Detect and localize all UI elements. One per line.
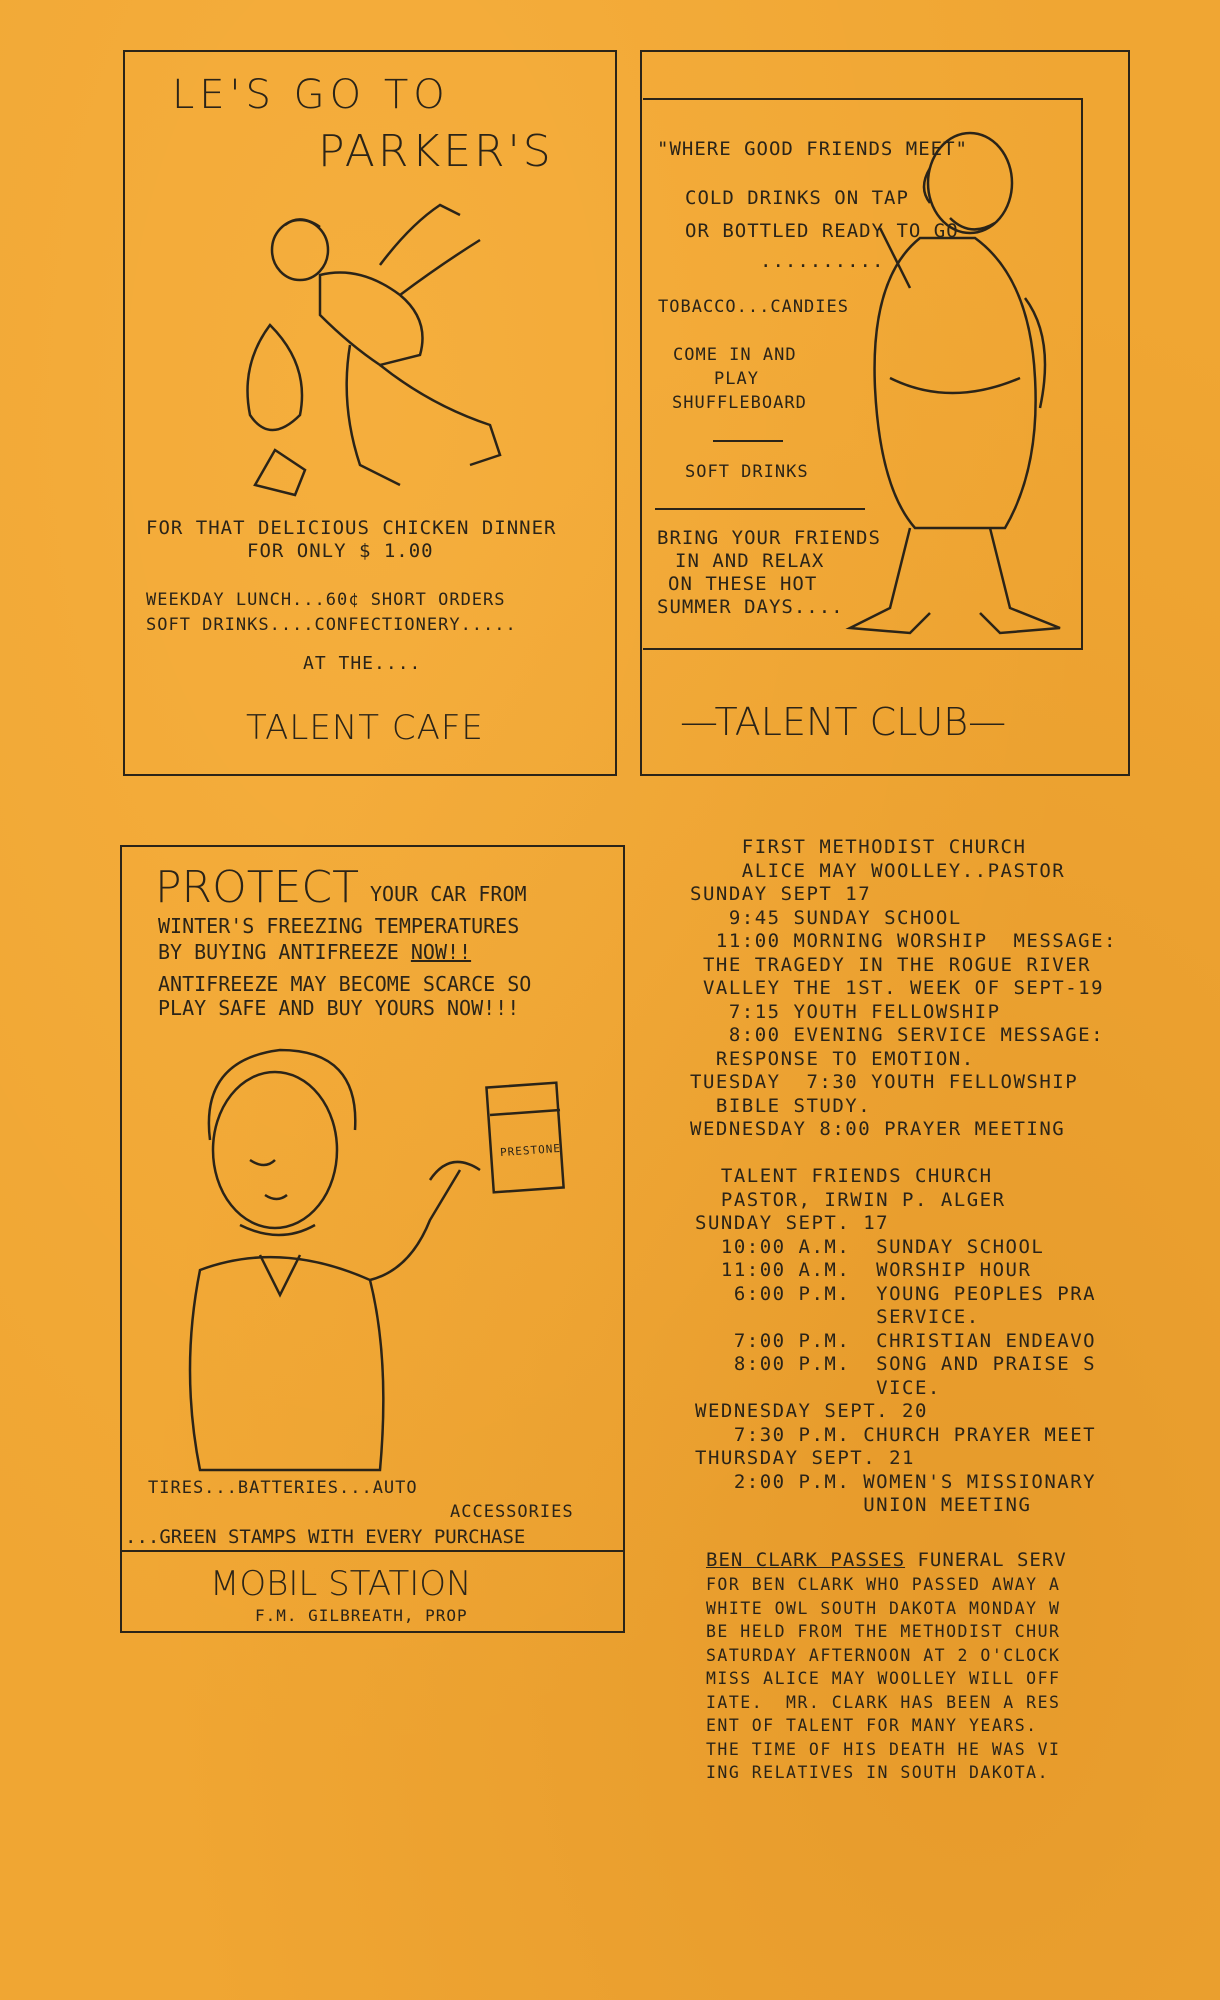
mobil-line-3 — [158, 940, 471, 964]
mobil-line-1: YOUR CAR FROM — [370, 882, 527, 906]
fat-man-illustration — [850, 128, 1090, 658]
methodist-line: VALLEY THE 1ST. WEEK OF SEPT-19 — [690, 977, 1105, 999]
club-line-8: BRING YOUR FRIENDS — [657, 527, 881, 549]
club-line-5: PLAY — [714, 369, 759, 389]
friends-church-line: 2:00 P.M. WOMEN'S MISSIONARY — [695, 1470, 1097, 1493]
methodist-line: FIRST METHODIST CHURCH — [690, 836, 1027, 858]
friends-church-line: 6:00 P.M. YOUNG PEOPLES PRA — [695, 1282, 1097, 1305]
parkers-line-3: WEEKDAY LUNCH...60¢ SHORT ORDERS — [146, 590, 506, 610]
friends-church-line: THURSDAY SEPT. 21 — [695, 1447, 915, 1469]
friends-church-line: 7:30 P.M. CHURCH PRAYER MEET — [695, 1423, 1097, 1446]
friends-church-line: 11:00 A.M. WORSHIP HOUR — [695, 1259, 1032, 1281]
friends-church-line: UNION MEETING — [695, 1494, 1032, 1516]
club-line-2: OR BOTTLED READY TO GO — [685, 220, 959, 242]
methodist-line: SUNDAY SEPT 17 — [690, 883, 872, 905]
talent-club-name: —TALENT CLUB— — [680, 700, 1007, 744]
prestone-can-label: PRESTONE — [499, 1141, 562, 1160]
mobil-line-3-text: BY BUYING ANTIFREEZE — [158, 940, 399, 964]
obituary-line: FOR BEN CLARK WHO PASSED AWAY A — [706, 1575, 1061, 1594]
methodist-line: ALICE MAY WOOLLEY..PASTOR — [690, 859, 1066, 882]
woman-with-antifreeze-illustration — [170, 1040, 590, 1460]
club-line-10: ON THESE HOT — [668, 573, 818, 595]
friends-church-line: 10:00 A.M. SUNDAY SCHOOL — [695, 1235, 1045, 1258]
methodist-line: THE TRAGEDY IN THE ROGUE RIVER — [690, 953, 1092, 976]
methodist-line: 8:00 EVENING SERVICE MESSAGE: — [690, 1024, 1105, 1046]
friends-church-line: TALENT FRIENDS CHURCH — [695, 1165, 993, 1187]
mobil-proprietor: F.M. GILBREATH, PROP — [255, 1606, 468, 1625]
obituary-line: WHITE OWL SOUTH DAKOTA MONDAY W — [706, 1598, 1061, 1618]
obituary-line: MISS ALICE MAY WOOLLEY WILL OFF — [706, 1669, 1061, 1688]
methodist-line: TUESDAY 7:30 YOUTH FELLOWSHIP — [690, 1071, 1079, 1093]
club-line-9: IN AND RELAX — [675, 550, 825, 572]
methodist-line: 7:15 YOUTH FELLOWSHIP — [690, 1000, 1001, 1023]
obituary-line: ENT OF TALENT FOR MANY YEARS. — [706, 1716, 1038, 1735]
mobil-line-5: PLAY SAFE AND BUY YOURS NOW!!! — [158, 996, 520, 1020]
obituary-first-line — [706, 1549, 1067, 1571]
parkers-headline-1: LE'S GO TO — [172, 72, 450, 118]
obituary-line: BE HELD FROM THE METHODIST CHUR — [706, 1622, 1061, 1641]
friends-church-line: PASTOR, IRWIN P. ALGER — [695, 1188, 1006, 1211]
parkers-line-2: FOR ONLY $ 1.00 — [247, 540, 434, 562]
friends-church-listing — [695, 1165, 1096, 1518]
mobil-station-name: MOBIL STATION — [210, 1564, 472, 1604]
mobil-line-4: ANTIFREEZE MAY BECOME SCARCE SO — [158, 972, 532, 996]
parkers-line-5: AT THE.... — [303, 653, 422, 674]
obituary-first-line-rest: FUNERAL SERV — [905, 1549, 1067, 1571]
obituary-line: IATE. MR. CLARK HAS BEEN A RES — [706, 1692, 1061, 1712]
friends-church-line: 8:00 P.M. SONG AND PRAISE S — [695, 1353, 1097, 1375]
methodist-line: WEDNESDAY 8:00 PRAYER MEETING — [690, 1118, 1066, 1140]
parkers-line-1: FOR THAT DELICIOUS CHICKEN DINNER — [146, 517, 557, 539]
friends-church-line: SERVICE. — [695, 1306, 980, 1328]
friends-church-line: WEDNESDAY SEPT. 20 — [695, 1400, 928, 1422]
methodist-line: 11:00 MORNING WORSHIP MESSAGE: — [690, 930, 1117, 952]
obituary-line: THE TIME OF HIS DEATH HE WAS VI — [706, 1739, 1061, 1759]
methodist-line: RESPONSE TO EMOTION. — [690, 1047, 975, 1070]
obituary-line: SATURDAY AFTERNOON AT 2 O'CLOCK — [706, 1645, 1061, 1665]
club-divider-2 — [655, 508, 865, 510]
club-line-4: COME IN AND — [673, 345, 797, 365]
methodist-line: 9:45 SUNDAY SCHOOL — [690, 906, 962, 929]
club-divider-1 — [713, 440, 783, 442]
mobil-line-6: TIRES...BATTERIES...AUTO — [148, 1478, 418, 1498]
methodist-line: BIBLE STUDY. — [690, 1094, 872, 1117]
friends-church-line: VICE. — [695, 1376, 941, 1399]
club-slogan: "WHERE GOOD FRIENDS MEET" — [657, 138, 968, 160]
parkers-headline-2: PARKER'S — [318, 126, 554, 177]
club-line-3: TOBACCO...CANDIES — [658, 297, 849, 317]
obituary-heading: BEN CLARK PASSES — [706, 1549, 906, 1571]
club-line-1: COLD DRINKS ON TAP — [685, 187, 909, 209]
obituary-line: ING RELATIVES IN SOUTH DAKOTA. — [706, 1763, 1050, 1782]
mobil-divider — [120, 1550, 625, 1552]
parkers-line-4: SOFT DRINKS....CONFECTIONERY..... — [146, 615, 517, 635]
obituary-body — [706, 1573, 1060, 1785]
club-line-11: SUMMER DAYS.... — [657, 596, 844, 618]
friends-church-line: 7:00 P.M. CHRISTIAN ENDEAVO — [695, 1329, 1097, 1352]
talent-cafe-name: TALENT CAFE — [246, 708, 484, 748]
protect-headline: PROTECT — [155, 862, 360, 913]
mobil-line-2: WINTER'S FREEZING TEMPERATURES — [158, 914, 520, 938]
methodist-church-listing — [690, 836, 1117, 1142]
running-man-illustration — [230, 195, 530, 515]
club-line-7: SOFT DRINKS — [685, 462, 809, 482]
mobil-line-8: ...GREEN STAMPS WITH EVERY PURCHASE — [125, 1526, 526, 1548]
club-dots: .......... — [760, 250, 885, 272]
mobil-line-7: ACCESSORIES — [450, 1502, 574, 1522]
club-line-6: SHUFFLEBOARD — [672, 393, 807, 413]
friends-church-line: SUNDAY SEPT. 17 — [695, 1212, 890, 1234]
mobil-line-3-now: NOW!! — [410, 940, 472, 964]
